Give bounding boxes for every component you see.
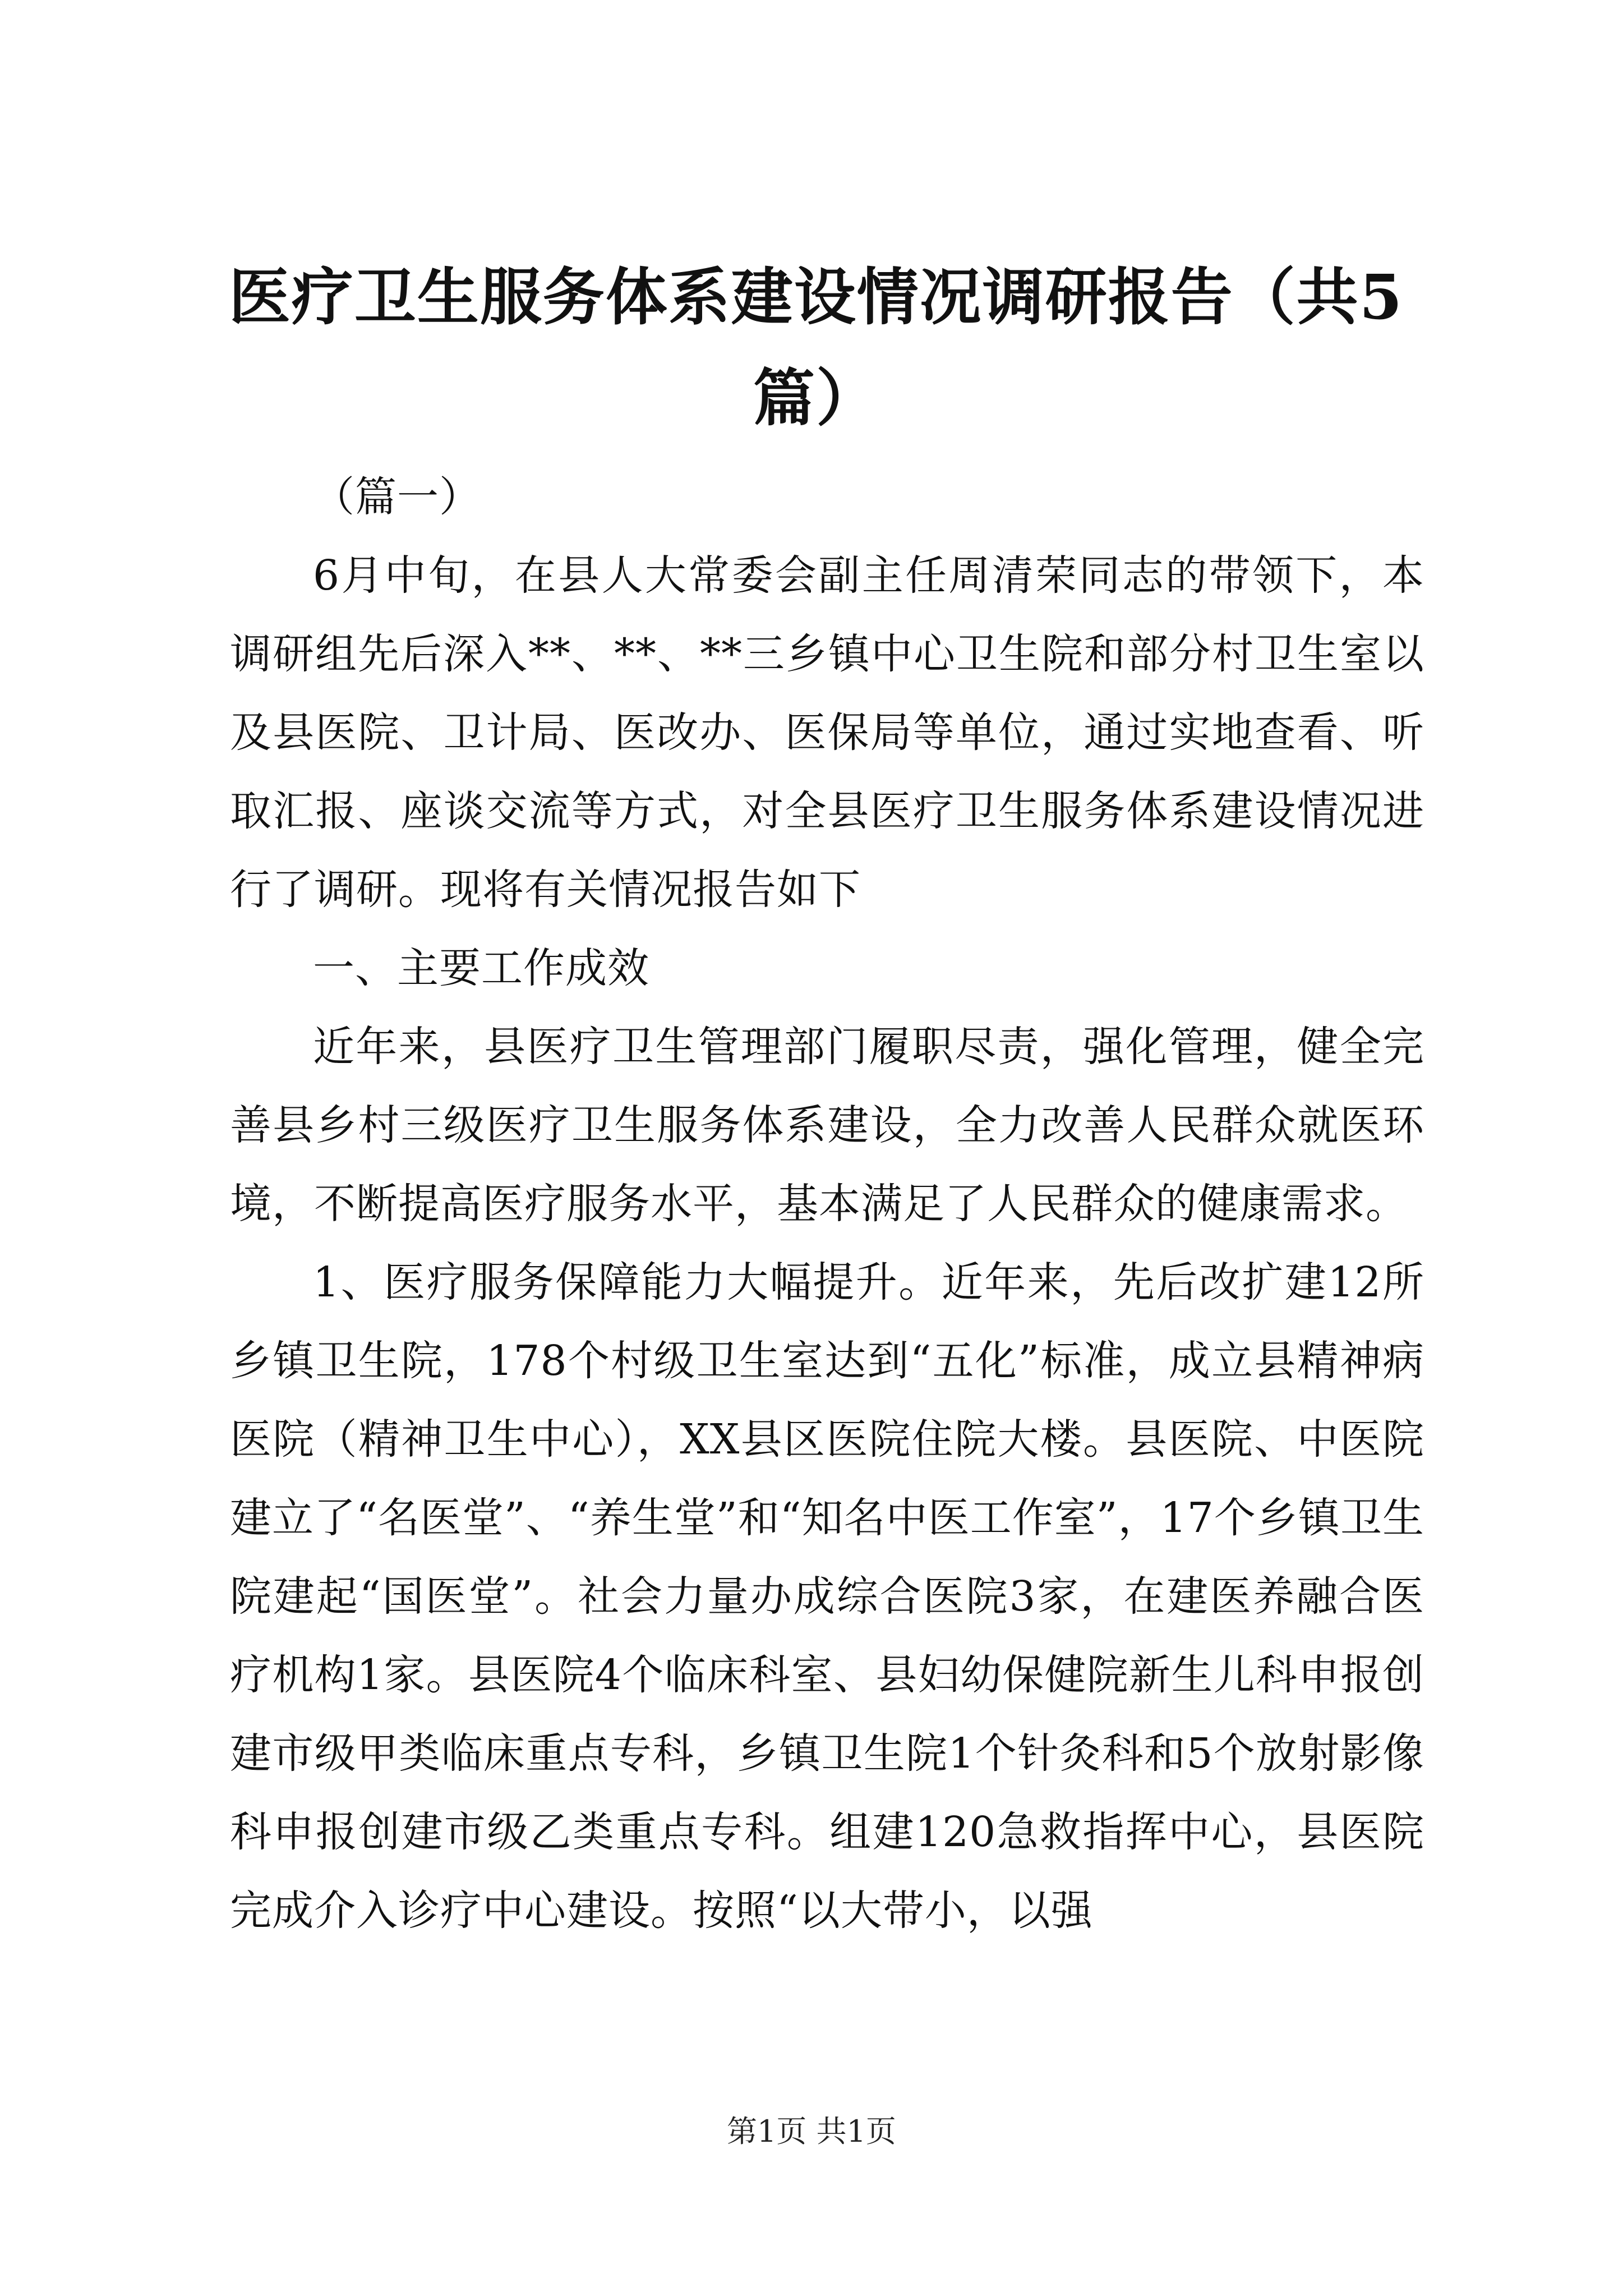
body-paragraph: 6月中旬，在县人大常委会副主任周清荣同志的带领下，本调研组先后深入**、**、**三乡镇中心卫生院和部分村卫生室以及县医院、卫计局、医改办、医保局等单位，通过实地查看、听取汇报、座谈交流等方式，对全县医疗卫生服务体系建设情况进行了调研。现将有关情况报告如下 bbox=[230, 551, 1424, 914]
body-paragraph: 1、医疗服务保障能力大幅提升。近年来，先后改扩建12所乡镇卫生院，178个村级卫生室达到“五化”标准，成立县精神病医院（精神卫生中心），XX县区医院住院大楼。县医院、中医院建立了“名医堂”、“养生堂”和“知名中医工作室”，17个乡镇卫生院建起“国医堂”。社会力量办成综合医院3家，在建医养融合医疗机构1家。县医院4个临床科室、县妇幼保健院新生儿科申报创建市级甲类临床重点专科，乡镇卫生院1个针灸科和5个放射影像科申报创建市级乙类重点专科。组建120急救指挥中心，县医院完成介入诊疗中心建设。按照“以大带小，以强 bbox=[230, 1258, 1424, 1935]
document-body bbox=[230, 458, 1424, 1950]
section-label: （篇一） bbox=[313, 473, 481, 521]
page-footer: 第1页 共1页 bbox=[727, 2114, 896, 2149]
body-paragraph: 近年来，县医疗卫生管理部门履职尽责，强化管理，健全完善县乡村三级医疗卫生服务体系建设，全力改善人民群众就医环境，不断提高医疗服务水平，基本满足了人民群众的健康需求。 bbox=[230, 1023, 1424, 1228]
section-heading: 一、主要工作成效 bbox=[313, 944, 649, 992]
document-title: 医疗卫生服务体系建设情况调研报告（共5篇） bbox=[228, 261, 1404, 434]
